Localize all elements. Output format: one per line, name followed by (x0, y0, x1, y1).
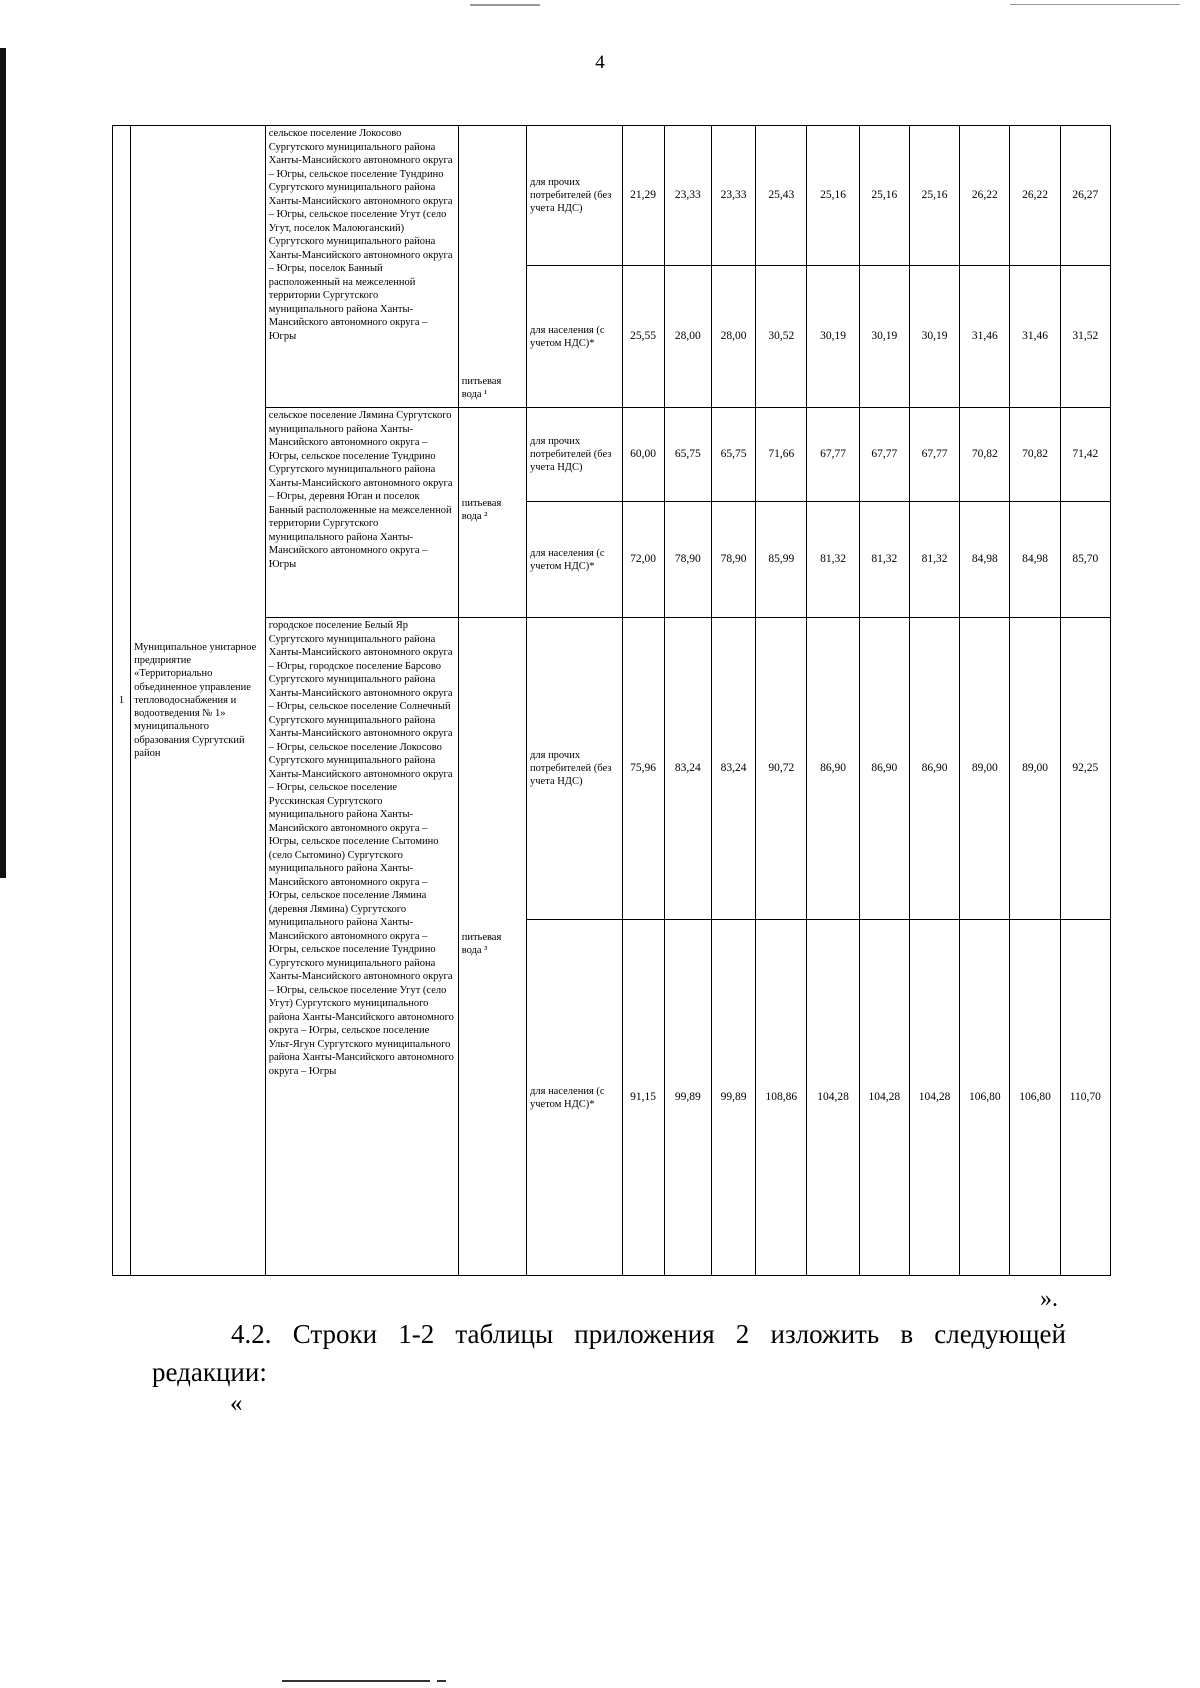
scan-speck (1010, 4, 1180, 5)
tariff-value: 110,70 (1060, 920, 1110, 1276)
tariff-value: 99,89 (711, 920, 755, 1276)
tariff-value: 75,96 (622, 618, 664, 920)
consumer-cell: для прочих потребителей (без учета НДС) (527, 126, 622, 266)
tariff-value: 85,99 (756, 502, 807, 618)
tariff-value: 84,98 (960, 502, 1010, 618)
tariff-value: 31,52 (1060, 266, 1110, 408)
tariff-value: 60,00 (622, 408, 664, 502)
tariff-value: 85,70 (1060, 502, 1110, 618)
tariff-value: 26,27 (1060, 126, 1110, 266)
tariff-value: 71,66 (756, 408, 807, 502)
tariff-value: 65,75 (664, 408, 711, 502)
product-cell: питьевая вода ³ (458, 618, 526, 1276)
paragraph-line: 4.2. Строки 1-2 таблицы приложения 2 изложить в следующей (231, 1319, 1066, 1349)
tariff-value: 67,77 (909, 408, 959, 502)
page-number: 4 (595, 52, 605, 73)
consumer-cell: для населения (с учетом НДС)* (527, 502, 622, 618)
tariff-value: 81,32 (807, 502, 859, 618)
tariff-value: 104,28 (909, 920, 959, 1276)
tariff-value: 30,52 (756, 266, 807, 408)
tariff-value: 28,00 (664, 266, 711, 408)
tariff-value: 21,29 (622, 126, 664, 266)
tariff-value: 25,43 (756, 126, 807, 266)
scan-speck (470, 4, 540, 6)
tariff-value: 25,16 (909, 126, 959, 266)
tariff-table (112, 125, 1111, 1276)
consumer-cell: для прочих потребителей (без учета НДС) (527, 408, 622, 502)
tariff-value: 86,90 (859, 618, 909, 920)
tariff-value: 65,75 (711, 408, 755, 502)
tariff-value: 30,19 (909, 266, 959, 408)
tariff-value: 83,24 (711, 618, 755, 920)
tariff-value: 25,16 (859, 126, 909, 266)
closing-quote: ». (1040, 1286, 1058, 1312)
tariff-value: 70,82 (1010, 408, 1060, 502)
row-index: 1 (118, 694, 125, 707)
consumer-cell: для прочих потребителей (без учета НДС) (527, 618, 622, 920)
tariff-value: 81,32 (859, 502, 909, 618)
tariff-value: 71,42 (1060, 408, 1110, 502)
tariff-value: 23,33 (711, 126, 755, 266)
tariff-value: 67,77 (859, 408, 909, 502)
tariff-value: 108,86 (756, 920, 807, 1276)
organization-cell (131, 126, 266, 1276)
tariff-value: 25,55 (622, 266, 664, 408)
tariff-value: 91,15 (622, 920, 664, 1276)
tariff-value: 99,89 (664, 920, 711, 1276)
tariff-value: 86,90 (807, 618, 859, 920)
tariff-value: 106,80 (960, 920, 1010, 1276)
tariff-value: 78,90 (711, 502, 755, 618)
tariff-value: 104,28 (859, 920, 909, 1276)
tariff-value: 83,24 (664, 618, 711, 920)
tariff-value: 104,28 (807, 920, 859, 1276)
footer-rule (282, 1680, 430, 1682)
paragraph-line: редакции: (152, 1357, 267, 1387)
scan-edge-artifact (0, 48, 6, 878)
tariff-value: 26,22 (960, 126, 1010, 266)
tariff-value: 84,98 (1010, 502, 1060, 618)
tariff-value: 81,32 (909, 502, 959, 618)
tariff-value: 70,82 (960, 408, 1010, 502)
tariff-value: 26,22 (1010, 126, 1060, 266)
tariff-value: 90,72 (756, 618, 807, 920)
tariff-value: 89,00 (1010, 618, 1060, 920)
tariff-value: 92,25 (1060, 618, 1110, 920)
consumer-cell: для населения (с учетом НДС)* (527, 266, 622, 408)
tariff-value: 25,16 (807, 126, 859, 266)
organization-name: Муниципальное унитарное предприятие «Территориально объединенное управление тепловодоснабжения и водоотведения № 1» муниципального образования Сургутский район (134, 642, 257, 759)
tariff-value: 28,00 (711, 266, 755, 408)
tariff-value: 31,46 (960, 266, 1010, 408)
footer-rule (437, 1680, 446, 1682)
product-cell: питьевая вода ¹ (458, 126, 526, 408)
tariff-value: 86,90 (909, 618, 959, 920)
territory-cell: сельское поселение Лямина Сургутского муниципального района Ханты-Мансийского автономного округа – Югры, сельское поселение Тундрино Сургутского муниципального района Ханты-Мансийского автономного округа – Югры, деревня Юган и поселок Банный расположенные на межселенной территории Сургутского муниципального района Ханты-Мансийского автономного округа – Югры (265, 408, 458, 618)
tariff-value: 89,00 (960, 618, 1010, 920)
tariff-value: 78,90 (664, 502, 711, 618)
row-index-cell (113, 126, 131, 1276)
tariff-value: 67,77 (807, 408, 859, 502)
table-row (113, 126, 1111, 266)
tariff-value: 31,46 (1010, 266, 1060, 408)
tariff-value: 30,19 (859, 266, 909, 408)
tariff-value: 106,80 (1010, 920, 1060, 1276)
tariff-value: 72,00 (622, 502, 664, 618)
amendment-paragraph (152, 1315, 1066, 1391)
territory-cell: сельское поселение Локосово Сургутского муниципального района Ханты-Мансийского автономного округа – Югры, сельское поселение Тундрино Сургутского муниципального района Ханты-Мансийского автономного округа – Югры, сельское поселение Угут (село Угут, поселок Малоюганский) Сургутского муниципального района Ханты-Мансийского автономного округа – Югры, поселок Банный расположенный на межселенной территории Сургутского муниципального района Ханты-Мансийского автономного округа – Югры (265, 126, 458, 408)
territory-cell: городское поселение Белый Яр Сургутского муниципального района Ханты-Мансийского автономного округа – Югры, городское поселение Барсово Сургутского муниципального района Ханты-Мансийского автономного округа – Югры, сельское поселение Солнечный Сургутского муниципального района Ханты-Мансийского автономного округа – Югры, сельское поселение Локосово Сургутского муниципального района Ханты-Мансийского автономного округа – Югры, сельское поселение Русскинская Сургутского муниципального района Ханты-Мансийского автономного округа – Югры, сельское поселение Сытомино (село Сытомино) Сургутского муниципального района Ханты-Мансийского автономного округа – Югры, сельское поселение Лямина (деревня Лямина) Сургутского муниципального района Ханты-Мансийского автономного округа – Югры, сельское поселение Тундрино Сургутского муниципального района Ханты-Мансийского автономного округа – Югры, сельское поселение Угут (село Угут) Сургутского муниципального района Ханты-Мансийского автономного округа – Югры, сельское поселение Ульт-Ягун Сургутского муниципального района Ханты-Мансийского автономного округа – Югры (265, 618, 458, 1276)
product-cell: питьевая вода ² (458, 408, 526, 618)
tariff-value: 23,33 (664, 126, 711, 266)
tariff-value: 30,19 (807, 266, 859, 408)
opening-quote: « (230, 1390, 243, 1417)
consumer-cell: для населения (с учетом НДС)* (527, 920, 622, 1276)
